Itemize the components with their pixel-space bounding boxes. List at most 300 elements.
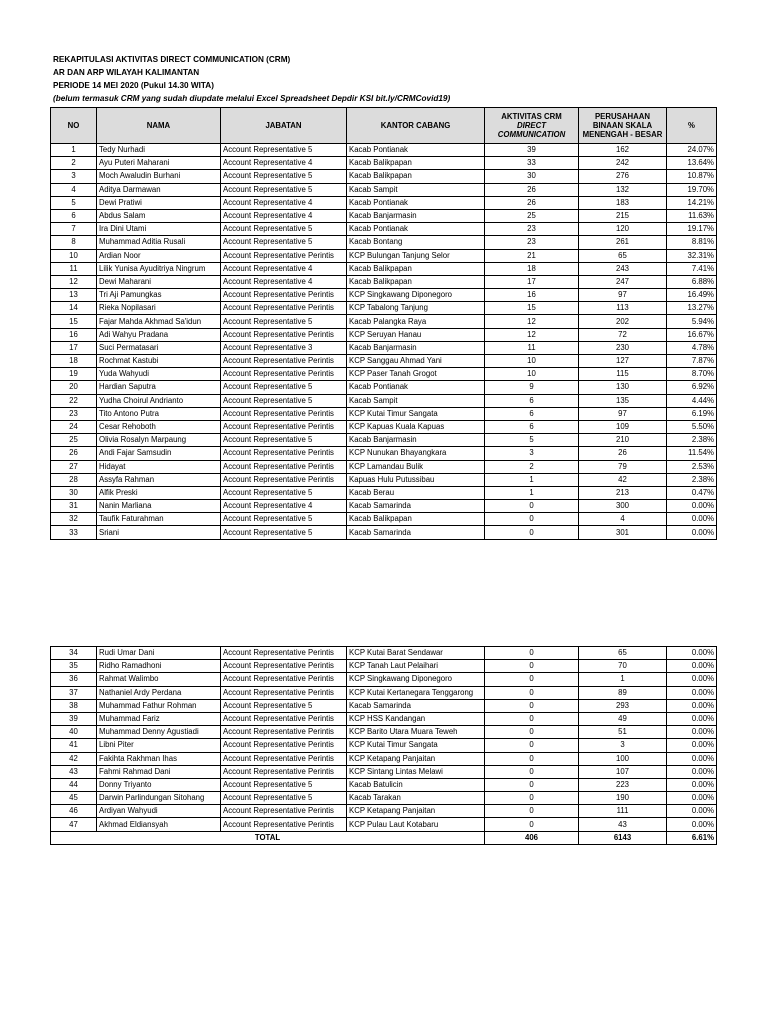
cell-kantor: KCP Kapuas Kuala Kapuas	[347, 420, 485, 433]
cell-pct: 0.00%	[667, 699, 717, 712]
cell-kantor: Kacab Berau	[347, 486, 485, 499]
cell-aktivitas: 6	[485, 420, 579, 433]
cell-kantor: Kapuas Hulu Putussibau	[347, 473, 485, 486]
cell-pct: 8.81%	[667, 236, 717, 249]
cell-kantor: Kacab Samarinda	[347, 699, 485, 712]
cell-jabatan: Account Representative Perintis	[221, 712, 347, 725]
cell-nama: Rieka Nopilasari	[97, 302, 221, 315]
table-row	[51, 500, 717, 513]
report-title: REKAPITULASI AKTIVITAS DIRECT COMMUNICATION (CRM)	[53, 55, 291, 64]
total-aktivitas: 406	[485, 831, 579, 844]
cell-pct: 0.00%	[667, 647, 717, 660]
cell-perusahaan: 65	[579, 647, 667, 660]
cell-aktivitas: 0	[485, 765, 579, 778]
cell-no: 41	[51, 739, 97, 752]
cell-aktivitas: 25	[485, 209, 579, 222]
cell-aktivitas: 1	[485, 486, 579, 499]
cell-no: 3	[51, 170, 97, 183]
table-row	[51, 805, 717, 818]
cell-aktivitas: 1	[485, 473, 579, 486]
cell-no: 25	[51, 434, 97, 447]
cell-perusahaan: 300	[579, 500, 667, 513]
cell-nama: Fahmi Rahmad Dani	[97, 765, 221, 778]
cell-nama: Yuda Wahyudi	[97, 368, 221, 381]
cell-perusahaan: 43	[579, 818, 667, 831]
table-row	[51, 381, 717, 394]
cell-pct: 0.00%	[667, 752, 717, 765]
cell-nama: Libni Piter	[97, 739, 221, 752]
cell-kantor: Kacab Balikpapan	[347, 513, 485, 526]
cell-kantor: KCP Paser Tanah Grogot	[347, 368, 485, 381]
cell-no: 18	[51, 355, 97, 368]
table-row	[51, 183, 717, 196]
table-row	[51, 355, 717, 368]
total-pct: 6.61%	[667, 831, 717, 844]
cell-nama: Ira Dini Utami	[97, 223, 221, 236]
table-row	[51, 792, 717, 805]
cell-aktivitas: 0	[485, 500, 579, 513]
cell-jabatan: Account Representative 5	[221, 315, 347, 328]
table-row	[51, 262, 717, 275]
cell-kantor: KCP Seruyan Hanau	[347, 328, 485, 341]
col-aktivitas-header	[485, 108, 579, 144]
col-aktivitas-title: AKTIVITAS CRM	[501, 112, 562, 121]
cell-nama: Assyfa Rahman	[97, 473, 221, 486]
cell-pct: 6.19%	[667, 407, 717, 420]
cell-jabatan: Account Representative Perintis	[221, 765, 347, 778]
cell-jabatan: Account Representative Perintis	[221, 368, 347, 381]
cell-aktivitas: 0	[485, 660, 579, 673]
table-row	[51, 712, 717, 725]
total-perusahaan: 6143	[579, 831, 667, 844]
table-row	[51, 752, 717, 765]
cell-aktivitas: 30	[485, 170, 579, 183]
cell-pct: 0.00%	[667, 778, 717, 791]
cell-jabatan: Account Representative 5	[221, 792, 347, 805]
cell-perusahaan: 213	[579, 486, 667, 499]
cell-pct: 13.64%	[667, 157, 717, 170]
cell-aktivitas: 33	[485, 157, 579, 170]
cell-kantor: KCP Sanggau Ahmad Yani	[347, 355, 485, 368]
cell-perusahaan: 276	[579, 170, 667, 183]
cell-kantor: Kacab Pontianak	[347, 196, 485, 209]
cell-pct: 11.54%	[667, 447, 717, 460]
cell-jabatan: Account Representative Perintis	[221, 673, 347, 686]
cell-jabatan: Account Representative Perintis	[221, 302, 347, 315]
cell-pct: 4.78%	[667, 341, 717, 354]
cell-aktivitas: 6	[485, 394, 579, 407]
cell-pct: 32.31%	[667, 249, 717, 262]
cell-no: 1	[51, 144, 97, 157]
cell-no: 44	[51, 778, 97, 791]
cell-jabatan: Account Representative 5	[221, 170, 347, 183]
cell-no: 15	[51, 315, 97, 328]
cell-jabatan: Account Representative Perintis	[221, 249, 347, 262]
cell-nama: Lilik Yunisa Ayuditriya Ningrum	[97, 262, 221, 275]
cell-aktivitas: 0	[485, 792, 579, 805]
cell-nama: Hidayat	[97, 460, 221, 473]
cell-perusahaan: 113	[579, 302, 667, 315]
cell-perusahaan: 243	[579, 262, 667, 275]
cell-nama: Fajar Mahda Akhmad Sa'idun	[97, 315, 221, 328]
cell-nama: Cesar Rehoboth	[97, 420, 221, 433]
cell-perusahaan: 4	[579, 513, 667, 526]
cell-perusahaan: 230	[579, 341, 667, 354]
cell-no: 19	[51, 368, 97, 381]
cell-nama: Rahmat Walimbo	[97, 673, 221, 686]
cell-perusahaan: 89	[579, 686, 667, 699]
cell-nama: Taufik Faturahman	[97, 513, 221, 526]
cell-nama: Olivia Rosalyn Marpaung	[97, 434, 221, 447]
cell-nama: Sriani	[97, 526, 221, 539]
cell-kantor: KCP Ketapang Panjaitan	[347, 805, 485, 818]
cell-nama: Abdus Salam	[97, 209, 221, 222]
cell-kantor: KCP Barito Utara Muara Teweh	[347, 726, 485, 739]
cell-no: 36	[51, 673, 97, 686]
table-row	[51, 209, 717, 222]
cell-jabatan: Account Representative Perintis	[221, 447, 347, 460]
cell-pct: 2.38%	[667, 434, 717, 447]
crm-table-page-2	[50, 646, 717, 845]
total-label: TOTAL	[51, 831, 485, 844]
table-row	[51, 765, 717, 778]
cell-pct: 5.94%	[667, 315, 717, 328]
cell-jabatan: Account Representative 5	[221, 486, 347, 499]
cell-aktivitas: 12	[485, 315, 579, 328]
col-perusahaan-header: PERUSAHAAN BINAAN SKALA MENENGAH - BESAR	[579, 108, 667, 144]
cell-no: 8	[51, 236, 97, 249]
cell-perusahaan: 3	[579, 739, 667, 752]
col-nama-header: NAMA	[97, 108, 221, 144]
cell-aktivitas: 2	[485, 460, 579, 473]
cell-jabatan: Account Representative Perintis	[221, 805, 347, 818]
cell-pct: 16.67%	[667, 328, 717, 341]
cell-perusahaan: 223	[579, 778, 667, 791]
cell-pct: 0.00%	[667, 818, 717, 831]
table-row	[51, 302, 717, 315]
cell-jabatan: Account Representative 5	[221, 526, 347, 539]
cell-perusahaan: 210	[579, 434, 667, 447]
cell-nama: Suci Permatasari	[97, 341, 221, 354]
cell-pct: 5.50%	[667, 420, 717, 433]
cell-kantor: Kacab Bontang	[347, 236, 485, 249]
cell-nama: Dewi Maharani	[97, 275, 221, 288]
cell-perusahaan: 127	[579, 355, 667, 368]
cell-nama: Tri Aji Pamungkas	[97, 289, 221, 302]
cell-nama: Ardiyan Wahyudi	[97, 805, 221, 818]
cell-jabatan: Account Representative Perintis	[221, 460, 347, 473]
cell-pct: 4.44%	[667, 394, 717, 407]
cell-kantor: Kacab Batulicin	[347, 778, 485, 791]
cell-kantor: Kacab Balikpapan	[347, 170, 485, 183]
cell-aktivitas: 10	[485, 368, 579, 381]
cell-nama: Darwin Parlindungan Sitohang	[97, 792, 221, 805]
cell-nama: Tito Antono Putra	[97, 407, 221, 420]
table-row	[51, 315, 717, 328]
cell-no: 2	[51, 157, 97, 170]
table-row	[51, 434, 717, 447]
cell-perusahaan: 183	[579, 196, 667, 209]
cell-pct: 7.87%	[667, 355, 717, 368]
table-row	[51, 420, 717, 433]
table-row	[51, 818, 717, 831]
cell-aktivitas: 17	[485, 275, 579, 288]
table-row	[51, 249, 717, 262]
table-row	[51, 407, 717, 420]
cell-pct: 0.00%	[667, 726, 717, 739]
cell-jabatan: Account Representative Perintis	[221, 420, 347, 433]
cell-pct: 0.00%	[667, 526, 717, 539]
cell-pct: 0.00%	[667, 686, 717, 699]
report-note: (belum termasuk CRM yang sudah diupdate melalui Excel Spreadsheet Depdir KSI bit.ly/CRMCovid19)	[53, 94, 451, 103]
cell-jabatan: Account Representative 4	[221, 500, 347, 513]
table-row	[51, 394, 717, 407]
cell-pct: 19.70%	[667, 183, 717, 196]
table-row	[51, 726, 717, 739]
cell-perusahaan: 293	[579, 699, 667, 712]
cell-jabatan: Account Representative Perintis	[221, 289, 347, 302]
cell-kantor: Kacab Banjarmasin	[347, 341, 485, 354]
cell-perusahaan: 132	[579, 183, 667, 196]
cell-no: 34	[51, 647, 97, 660]
cell-aktivitas: 0	[485, 699, 579, 712]
cell-jabatan: Account Representative 5	[221, 144, 347, 157]
cell-pct: 0.47%	[667, 486, 717, 499]
cell-aktivitas: 0	[485, 726, 579, 739]
cell-jabatan: Account Representative Perintis	[221, 818, 347, 831]
cell-perusahaan: 135	[579, 394, 667, 407]
table-row	[51, 289, 717, 302]
table-row	[51, 170, 717, 183]
cell-aktivitas: 0	[485, 712, 579, 725]
cell-nama: Muhammad Aditia Rusali	[97, 236, 221, 249]
cell-jabatan: Account Representative 4	[221, 209, 347, 222]
table-row	[51, 647, 717, 660]
cell-perusahaan: 301	[579, 526, 667, 539]
table-body-page-2	[51, 647, 717, 832]
cell-no: 17	[51, 341, 97, 354]
cell-nama: Ayu Puteri Maharani	[97, 157, 221, 170]
cell-aktivitas: 3	[485, 447, 579, 460]
cell-no: 23	[51, 407, 97, 420]
col-no-header: NO	[51, 108, 97, 144]
table-row	[51, 460, 717, 473]
cell-perusahaan: 190	[579, 792, 667, 805]
table-row	[51, 660, 717, 673]
cell-nama: Aditya Darmawan	[97, 183, 221, 196]
cell-jabatan: Account Representative Perintis	[221, 355, 347, 368]
cell-perusahaan: 26	[579, 447, 667, 460]
report-period: PERIODE 14 MEI 2020 (Pukul 14.30 WITA)	[53, 81, 214, 90]
cell-perusahaan: 70	[579, 660, 667, 673]
cell-aktivitas: 23	[485, 223, 579, 236]
cell-jabatan: Account Representative 4	[221, 196, 347, 209]
cell-perusahaan: 202	[579, 315, 667, 328]
cell-aktivitas: 9	[485, 381, 579, 394]
cell-nama: Dewi Pratiwi	[97, 196, 221, 209]
cell-nama: Moch Awaludin Burhani	[97, 170, 221, 183]
cell-no: 11	[51, 262, 97, 275]
report-subtitle: AR DAN ARP WILAYAH KALIMANTAN	[53, 68, 200, 77]
cell-no: 35	[51, 660, 97, 673]
cell-jabatan: Account Representative Perintis	[221, 407, 347, 420]
table-row	[51, 328, 717, 341]
cell-perusahaan: 162	[579, 144, 667, 157]
cell-no: 31	[51, 500, 97, 513]
cell-perusahaan: 130	[579, 381, 667, 394]
cell-kantor: KCP Bulungan Tanjung Selor	[347, 249, 485, 262]
table-row	[51, 526, 717, 539]
cell-perusahaan: 111	[579, 805, 667, 818]
cell-no: 7	[51, 223, 97, 236]
table-row	[51, 223, 717, 236]
table-row	[51, 196, 717, 209]
cell-nama: Fakihta Rakhman Ihas	[97, 752, 221, 765]
cell-pct: 0.00%	[667, 513, 717, 526]
cell-kantor: Kacab Palangka Raya	[347, 315, 485, 328]
cell-jabatan: Account Representative 5	[221, 223, 347, 236]
cell-aktivitas: 10	[485, 355, 579, 368]
cell-jabatan: Account Representative Perintis	[221, 686, 347, 699]
cell-no: 5	[51, 196, 97, 209]
cell-jabatan: Account Representative 5	[221, 699, 347, 712]
cell-perusahaan: 107	[579, 765, 667, 778]
cell-kantor: Kacab Banjarmasin	[347, 209, 485, 222]
cell-kantor: Kacab Pontianak	[347, 381, 485, 394]
cell-no: 39	[51, 712, 97, 725]
cell-kantor: Kacab Samarinda	[347, 526, 485, 539]
cell-kantor: KCP Nunukan Bhayangkara	[347, 447, 485, 460]
cell-aktivitas: 0	[485, 739, 579, 752]
cell-pct: 13.27%	[667, 302, 717, 315]
cell-jabatan: Account Representative 4	[221, 157, 347, 170]
cell-pct: 24.07%	[667, 144, 717, 157]
cell-aktivitas: 12	[485, 328, 579, 341]
cell-jabatan: Account Representative 5	[221, 236, 347, 249]
cell-nama: Adi Wahyu Pradana	[97, 328, 221, 341]
cell-nama: Nanin Marliana	[97, 500, 221, 513]
cell-pct: 2.38%	[667, 473, 717, 486]
cell-jabatan: Account Representative Perintis	[221, 660, 347, 673]
cell-pct: 2.53%	[667, 460, 717, 473]
cell-no: 16	[51, 328, 97, 341]
cell-perusahaan: 51	[579, 726, 667, 739]
cell-nama: Ardian Noor	[97, 249, 221, 262]
cell-jabatan: Account Representative 5	[221, 381, 347, 394]
cell-pct: 0.00%	[667, 660, 717, 673]
table-row	[51, 368, 717, 381]
cell-pct: 7.41%	[667, 262, 717, 275]
cell-aktivitas: 0	[485, 673, 579, 686]
cell-nama: Nathaniel Ardy Perdana	[97, 686, 221, 699]
cell-aktivitas: 18	[485, 262, 579, 275]
cell-kantor: Kacab Balikpapan	[347, 275, 485, 288]
cell-jabatan: Account Representative Perintis	[221, 752, 347, 765]
cell-pct: 0.00%	[667, 712, 717, 725]
cell-perusahaan: 100	[579, 752, 667, 765]
cell-aktivitas: 5	[485, 434, 579, 447]
cell-kantor: KCP Kutai Timur Sangata	[347, 739, 485, 752]
cell-nama: Andi Fajar Samsudin	[97, 447, 221, 460]
cell-no: 20	[51, 381, 97, 394]
cell-jabatan: Account Representative 3	[221, 341, 347, 354]
table-row	[51, 447, 717, 460]
cell-aktivitas: 23	[485, 236, 579, 249]
cell-kantor: KCP HSS Kandangan	[347, 712, 485, 725]
cell-perusahaan: 65	[579, 249, 667, 262]
cell-pct: 14.21%	[667, 196, 717, 209]
cell-no: 47	[51, 818, 97, 831]
table-row	[51, 686, 717, 699]
cell-pct: 6.92%	[667, 381, 717, 394]
cell-jabatan: Account Representative 5	[221, 394, 347, 407]
cell-aktivitas: 0	[485, 818, 579, 831]
cell-perusahaan: 120	[579, 223, 667, 236]
cell-kantor: KCP Sintang Lintas Melawi	[347, 765, 485, 778]
cell-pct: 11.63%	[667, 209, 717, 222]
cell-no: 13	[51, 289, 97, 302]
cell-no: 28	[51, 473, 97, 486]
cell-no: 6	[51, 209, 97, 222]
cell-perusahaan: 247	[579, 275, 667, 288]
cell-aktivitas: 0	[485, 805, 579, 818]
cell-kantor: KCP Singkawang Diponegoro	[347, 289, 485, 302]
cell-jabatan: Account Representative Perintis	[221, 473, 347, 486]
cell-aktivitas: 21	[485, 249, 579, 262]
table-header-row	[51, 108, 717, 144]
table-row	[51, 486, 717, 499]
cell-kantor: Kacab Sampit	[347, 394, 485, 407]
table-row	[51, 275, 717, 288]
cell-kantor: Kacab Balikpapan	[347, 262, 485, 275]
cell-jabatan: Account Representative Perintis	[221, 328, 347, 341]
cell-nama: Hardian Saputra	[97, 381, 221, 394]
cell-perusahaan: 115	[579, 368, 667, 381]
cell-no: 32	[51, 513, 97, 526]
cell-nama: Rudi Umar Dani	[97, 647, 221, 660]
cell-kantor: Kacab Samarinda	[347, 500, 485, 513]
cell-kantor: Kacab Tarakan	[347, 792, 485, 805]
cell-no: 46	[51, 805, 97, 818]
cell-perusahaan: 42	[579, 473, 667, 486]
cell-perusahaan: 1	[579, 673, 667, 686]
table-row	[51, 236, 717, 249]
table-row	[51, 144, 717, 157]
cell-perusahaan: 261	[579, 236, 667, 249]
cell-pct: 0.00%	[667, 739, 717, 752]
cell-kantor: Kacab Balikpapan	[347, 157, 485, 170]
cell-perusahaan: 109	[579, 420, 667, 433]
cell-jabatan: Account Representative 5	[221, 434, 347, 447]
col-pct-header: %	[667, 108, 717, 144]
cell-perusahaan: 49	[579, 712, 667, 725]
table-row	[51, 341, 717, 354]
cell-kantor: KCP Kutai Kertanegara Tenggarong	[347, 686, 485, 699]
cell-kantor: KCP Kutai Barat Sendawar	[347, 647, 485, 660]
col-jabatan-header: JABATAN	[221, 108, 347, 144]
table-row	[51, 157, 717, 170]
cell-kantor: KCP Tabalong Tanjung	[347, 302, 485, 315]
cell-jabatan: Account Representative Perintis	[221, 647, 347, 660]
cell-kantor: KCP Kutai Timur Sangata	[347, 407, 485, 420]
cell-pct: 19.17%	[667, 223, 717, 236]
cell-no: 37	[51, 686, 97, 699]
cell-kantor: KCP Tanah Laut Pelaihari	[347, 660, 485, 673]
cell-aktivitas: 0	[485, 513, 579, 526]
cell-pct: 0.00%	[667, 673, 717, 686]
cell-no: 24	[51, 420, 97, 433]
cell-pct: 6.88%	[667, 275, 717, 288]
